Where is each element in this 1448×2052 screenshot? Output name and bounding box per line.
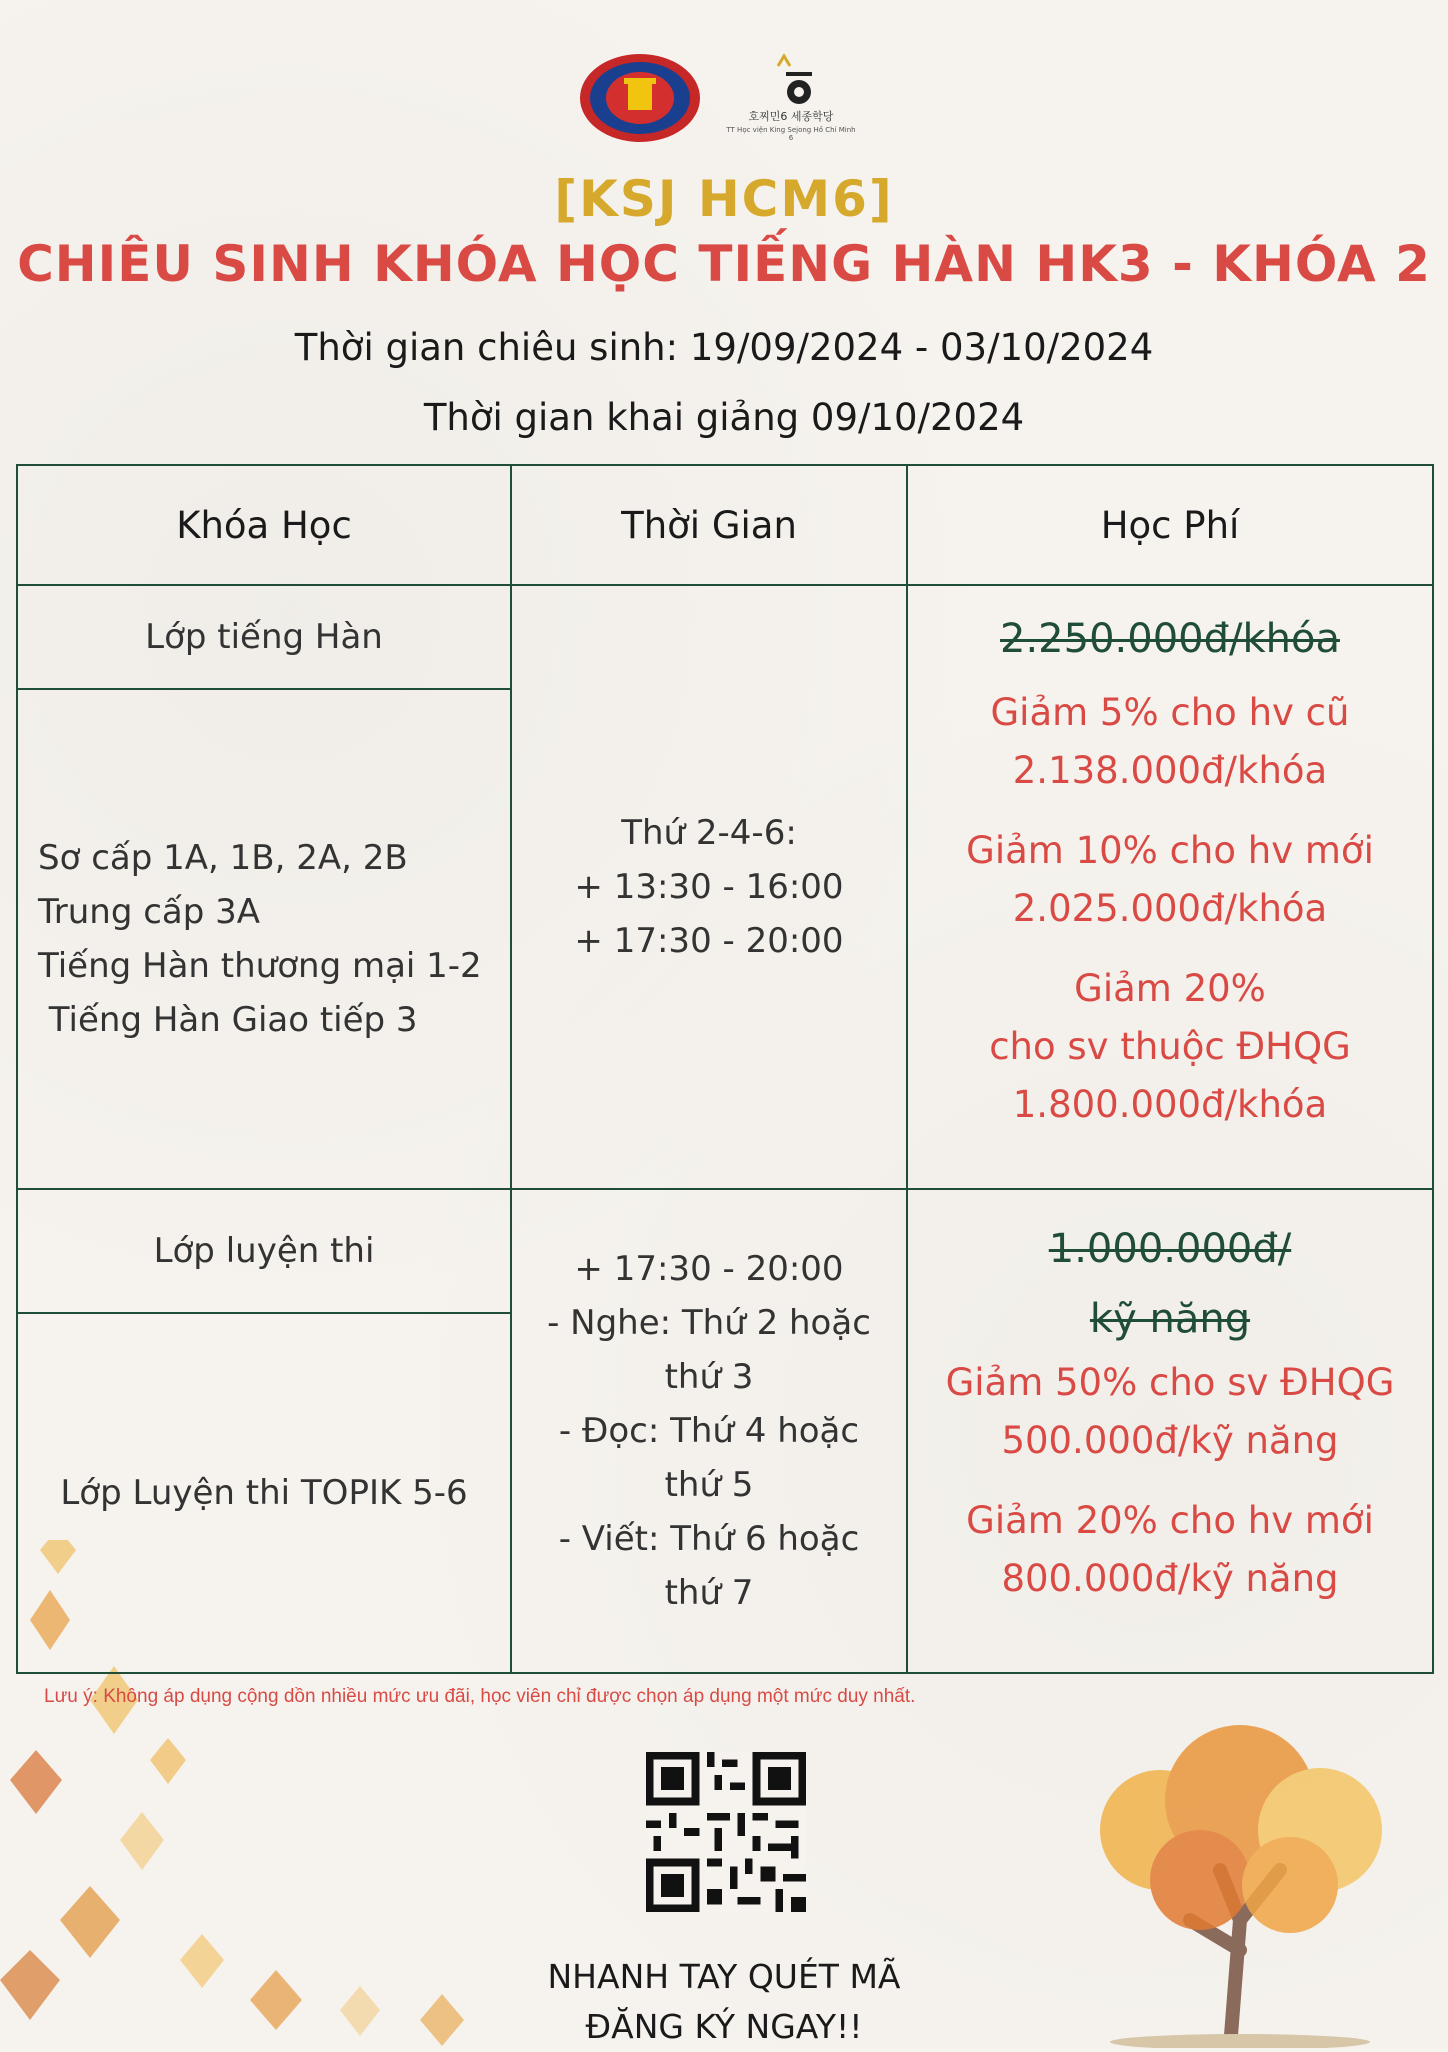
course-item: Tiếng Hàn Giao tiếp 3 xyxy=(38,1000,418,1040)
old-price-line: 1.000.000đ/ xyxy=(1048,1226,1292,1272)
section1-fees xyxy=(907,585,1433,1189)
schedule-line: + 17:30 - 20:00 xyxy=(574,1249,844,1289)
discount-label: Giảm 50% cho sv ĐHQG xyxy=(945,1361,1395,1404)
header-course: Khóa Học xyxy=(17,465,511,585)
schedule-line: thứ 5 xyxy=(664,1465,754,1505)
discount-label: Giảm 20% cho hv mới xyxy=(966,1499,1374,1542)
schedule-line: thứ 7 xyxy=(664,1573,754,1613)
discount-price: 500.000đ/kỹ năng xyxy=(1001,1419,1339,1462)
section1-name: Lớp tiếng Hàn xyxy=(17,585,511,689)
header-time: Thời Gian xyxy=(511,465,907,585)
page-tag: [KSJ HCM6] xyxy=(554,170,894,228)
schedule-line: - Đọc: Thứ 4 hoặc xyxy=(558,1411,860,1451)
university-logo-icon xyxy=(578,52,702,144)
schedule-line: - Viết: Thứ 6 hoặc xyxy=(558,1519,860,1559)
footnote: Lưu ý: Không áp dụng cộng dồn nhiều mức ưu đãi, học viên chỉ được chọn áp dụng một mức duy nhất. xyxy=(44,1686,916,1707)
schedule-line: thứ 3 xyxy=(664,1357,754,1397)
schedule-line: + 13:30 - 16:00 xyxy=(574,867,844,907)
course-table xyxy=(16,464,1434,1674)
section1-course-list xyxy=(17,689,511,1189)
call-to-action xyxy=(0,1952,1448,2052)
discount-block xyxy=(908,1354,1432,1470)
old-price xyxy=(908,1214,1432,1354)
table-row xyxy=(17,585,1433,689)
ksj-logo-subtext: TT Học viện King Sejong Hồ Chí Minh 6 xyxy=(726,126,856,142)
cta-line: ĐĂNG KÝ NGAY!! xyxy=(585,2007,863,2046)
discount-block xyxy=(908,822,1432,938)
section2-name: Lớp luyện thi xyxy=(17,1189,511,1313)
ksj-logo xyxy=(726,52,856,148)
discount-block xyxy=(908,684,1432,800)
old-price: 2.250.000đ/khóa xyxy=(1000,616,1340,662)
ksj-logo-text: 호찌민6 세종학당 xyxy=(748,110,834,123)
section2-fees xyxy=(907,1189,1433,1673)
discount-label: Giảm 20% xyxy=(1074,967,1266,1010)
discount-block xyxy=(908,1492,1432,1608)
qr-code-icon[interactable] xyxy=(646,1752,806,1912)
course-item: Trung cấp 3A xyxy=(38,892,261,932)
discount-price: 800.000đ/kỹ năng xyxy=(1001,1557,1339,1600)
ksj-logo-icon xyxy=(726,52,856,108)
section1-schedule xyxy=(511,585,907,1189)
header-fee: Học Phí xyxy=(907,465,1433,585)
page-title: CHIÊU SINH KHÓA HỌC TIẾNG HÀN HK3 - KHÓA 2 xyxy=(17,235,1431,293)
discount-block xyxy=(908,960,1432,1134)
schedule-line: Thứ 2-4-6: xyxy=(621,813,797,853)
discount-label: Giảm 5% cho hv cũ xyxy=(990,691,1350,734)
table-row xyxy=(17,1189,1433,1313)
section2-course: Lớp Luyện thi TOPIK 5-6 xyxy=(17,1313,511,1673)
section2-schedule xyxy=(511,1189,907,1673)
schedule-line: - Nghe: Thứ 2 hoặc xyxy=(547,1303,871,1343)
old-price-line: kỹ năng xyxy=(1089,1296,1251,1342)
discount-price: 2.138.000đ/khóa xyxy=(1012,749,1328,792)
course-item: Tiếng Hàn thương mại 1-2 xyxy=(38,946,482,986)
course-item: Sơ cấp 1A, 1B, 2A, 2B xyxy=(38,838,408,878)
discount-price: 2.025.000đ/khóa xyxy=(1012,887,1328,930)
cta-line: NHANH TAY QUÉT MÃ xyxy=(547,1957,901,1996)
opening-date: Thời gian khai giảng 09/10/2024 xyxy=(423,396,1025,439)
discount-price: 1.800.000đ/khóa xyxy=(1012,1083,1328,1126)
enrollment-period: Thời gian chiêu sinh: 19/09/2024 - 03/10/2024 xyxy=(294,326,1154,369)
logo-bar xyxy=(0,52,1448,152)
schedule-line: + 17:30 - 20:00 xyxy=(574,921,844,961)
table-header-row xyxy=(17,465,1433,585)
discount-label: Giảm 10% cho hv mới xyxy=(966,829,1374,872)
discount-label: cho sv thuộc ĐHQG xyxy=(989,1025,1351,1068)
